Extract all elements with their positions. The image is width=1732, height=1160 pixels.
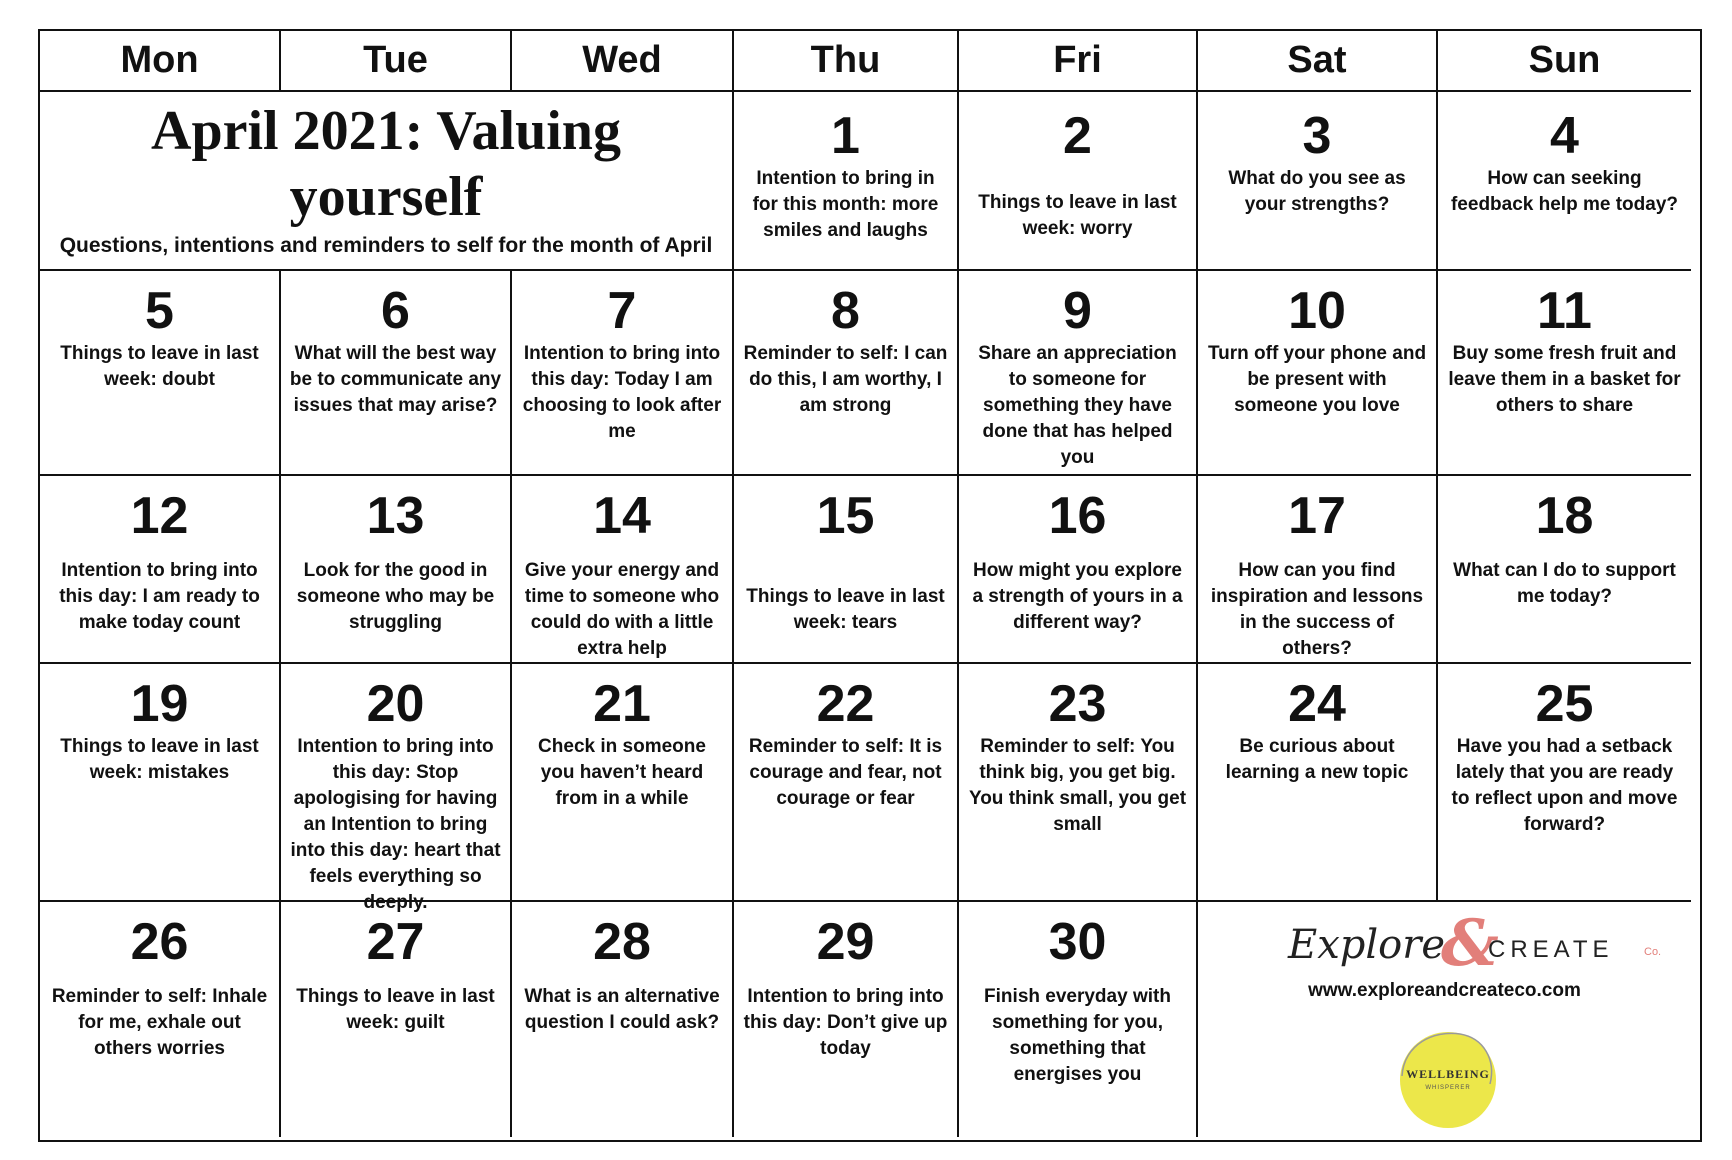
day-cell — [281, 271, 512, 476]
day-number: 8 — [831, 282, 860, 340]
day-text: Intention to bring in for this month: more smiles and laughs — [752, 168, 939, 241]
day-text: Reminder to self: Inhale for me, exhale out others worries — [51, 986, 268, 1059]
weekday-header: Thu — [734, 31, 959, 92]
logo-ampersand: & — [1441, 906, 1499, 981]
day-text: Things to leave in last week: guilt — [296, 986, 495, 1033]
day-cell — [1438, 92, 1691, 271]
day-cell — [1438, 664, 1691, 902]
day-cell — [734, 476, 959, 664]
day-cell — [959, 271, 1198, 476]
day-cell — [40, 902, 281, 1137]
weekday-header: Wed — [512, 31, 734, 92]
day-text: Intention to bring into this day: I am ready to make today count — [59, 560, 260, 633]
weekday-header: Fri — [959, 31, 1198, 92]
day-cell — [734, 271, 959, 476]
page-title: April 2021: Valuing yourself — [151, 100, 621, 228]
day-cell — [281, 476, 512, 664]
wellbeing-badge — [1394, 1026, 1498, 1130]
day-number: 18 — [1535, 487, 1594, 545]
day-text: What can I do to support me today? — [1453, 560, 1676, 607]
day-number: 4 — [1550, 107, 1579, 165]
day-cell — [959, 92, 1198, 271]
weekday-header: Sat — [1198, 31, 1438, 92]
badge-line1: WELLBEING — [1406, 1067, 1490, 1081]
day-text: What do you see as your strengths? — [1228, 168, 1406, 215]
day-number: 17 — [1288, 487, 1346, 545]
day-cell — [734, 92, 959, 271]
title-cell — [40, 92, 734, 271]
day-text: Have you had a setback lately that you are ready to reflect upon and move forward? — [1451, 736, 1678, 835]
day-text: Intention to bring into this day: Stop apologising for having an Intention to bring into this day: heart that feels everything so deeply. — [290, 736, 501, 913]
day-text: Buy some fresh fruit and leave them in a basket for others to share — [1448, 343, 1681, 416]
day-number: 24 — [1288, 675, 1346, 733]
logo-cell — [1198, 902, 1691, 1137]
day-cell — [1198, 664, 1438, 902]
day-text: Intention to bring into this day: Don’t give up today — [743, 986, 948, 1059]
day-number: 25 — [1535, 675, 1594, 733]
day-number: 6 — [381, 282, 410, 340]
day-text: Things to leave in last week: tears — [746, 586, 945, 633]
day-cell — [512, 664, 734, 902]
day-number: 16 — [1048, 487, 1107, 545]
day-text: Check in someone you haven’t heard from in a while — [538, 736, 706, 809]
day-cell — [734, 902, 959, 1137]
day-number: 12 — [130, 487, 189, 545]
day-text: Look for the good in someone who may be struggling — [296, 560, 495, 633]
day-number: 26 — [130, 913, 189, 971]
day-number: 14 — [593, 487, 651, 545]
day-text: Share an appreciation to someone for something they have done that has helped you — [978, 343, 1177, 468]
day-number: 5 — [145, 282, 174, 340]
day-number: 1 — [831, 107, 860, 165]
weekday-header: Tue — [281, 31, 512, 92]
day-cell — [1198, 271, 1438, 476]
day-number: 29 — [816, 913, 875, 971]
day-number: 22 — [816, 675, 875, 733]
day-number: 10 — [1288, 282, 1346, 340]
day-cell — [1438, 271, 1691, 476]
day-number: 21 — [593, 675, 651, 733]
day-text: Be curious about learning a new topic — [1225, 736, 1409, 783]
day-cell — [40, 476, 281, 664]
day-text: Intention to bring into this day: Today I am choosing to look after me — [522, 343, 722, 442]
calendar-grid — [38, 29, 1702, 1142]
day-text: Turn off your phone and be present with someone you love — [1207, 343, 1427, 416]
day-number: 13 — [366, 487, 425, 545]
day-number: 27 — [366, 913, 425, 971]
day-text: What is an alternative question I could ask? — [524, 986, 720, 1033]
day-number: 11 — [1537, 282, 1592, 340]
logo-co-text: Co. — [1644, 946, 1662, 958]
day-cell — [40, 271, 281, 476]
website-url: www.exploreandcreateco.com — [1308, 980, 1581, 1001]
day-cell — [959, 476, 1198, 664]
page-subtitle: Questions, intentions and reminders to self for the month of April — [59, 234, 713, 257]
day-cell — [512, 271, 734, 476]
day-text: How can seeking feedback help me today? — [1450, 168, 1678, 215]
day-number: 28 — [593, 913, 651, 971]
day-cell — [281, 902, 512, 1137]
day-number: 7 — [607, 282, 637, 340]
day-text: Finish everyday with something for you, something that energises you — [984, 986, 1171, 1085]
day-cell — [959, 664, 1198, 902]
day-cell — [281, 664, 512, 913]
day-text: How can you find inspiration and lessons in the success of others? — [1210, 560, 1424, 659]
day-text: How might you explore a strength of yours in a different way? — [972, 560, 1183, 633]
day-text: Reminder to self: I can do this, I am worthy, I am strong — [743, 343, 948, 416]
day-cell — [959, 902, 1198, 1137]
logo-script-text: Explore — [1288, 922, 1446, 968]
day-cell — [1438, 476, 1691, 664]
day-text: Things to leave in last week: doubt — [60, 343, 259, 390]
day-number: 3 — [1302, 107, 1332, 165]
day-text: What will the best way be to communicate any issues that may arise? — [289, 343, 502, 416]
day-number: 19 — [130, 675, 189, 733]
day-text: Things to leave in last week: mistakes — [60, 736, 259, 783]
day-text: Reminder to self: It is courage and fear, not courage or fear — [748, 736, 943, 809]
day-cell — [734, 664, 959, 902]
day-text: Give your energy and time to someone who could do with a little extra help — [524, 560, 720, 659]
weekday-header: Mon — [40, 31, 281, 92]
day-cell — [512, 902, 734, 1137]
day-text: Reminder to self: You think big, you get big. You think small, you get small — [968, 736, 1187, 835]
day-cell — [40, 664, 281, 902]
weekday-header: Sun — [1438, 31, 1691, 92]
day-number: 20 — [366, 675, 425, 733]
day-number: 30 — [1048, 913, 1107, 971]
day-text: Things to leave in last week: worry — [978, 192, 1177, 239]
day-number: 15 — [816, 487, 875, 545]
day-number: 23 — [1048, 675, 1107, 733]
day-number: 2 — [1063, 107, 1092, 165]
day-cell — [512, 476, 734, 664]
day-cell — [1198, 92, 1438, 271]
logo-create-text: CREATE — [1488, 936, 1614, 963]
day-cell — [1198, 476, 1438, 664]
day-number: 9 — [1063, 282, 1092, 340]
badge-line2: WHISPERER — [1425, 1085, 1471, 1091]
